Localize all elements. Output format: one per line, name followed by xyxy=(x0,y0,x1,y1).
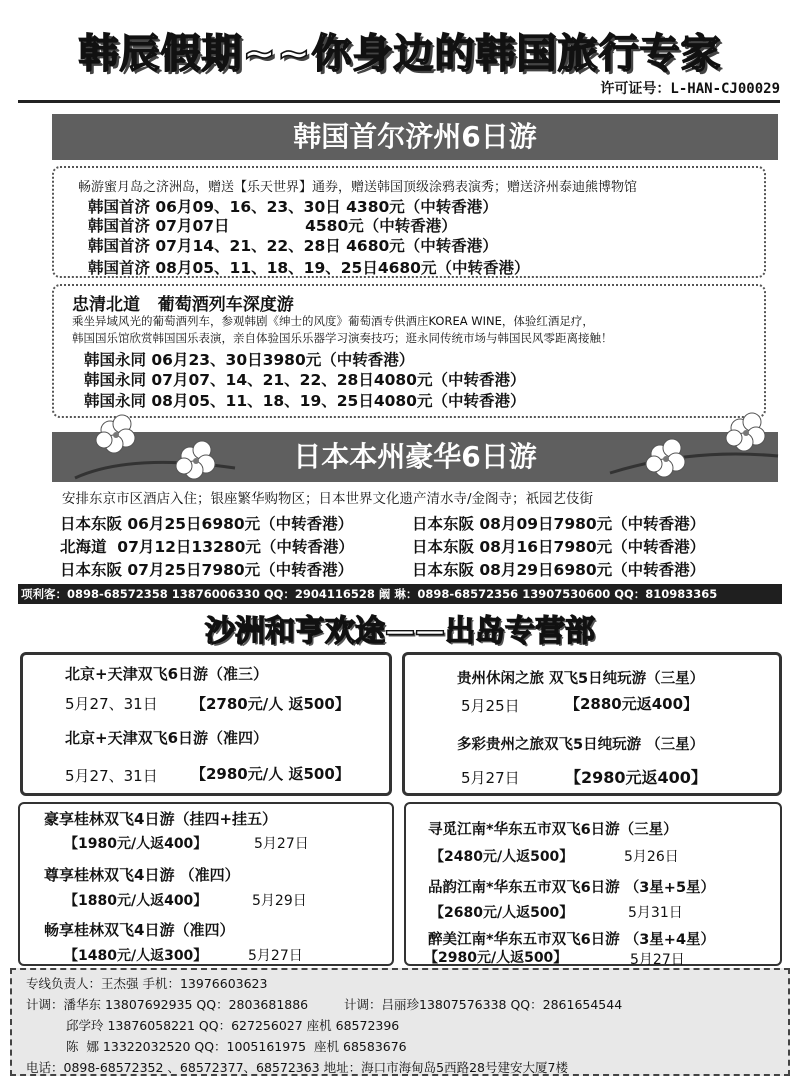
guizhou-title-1: 贵州休闲之旅 双飞5日纯玩游（三星） xyxy=(457,671,705,687)
japan-intro: 安排东京市区酒店入住；银座繁华购物区；日本世界文化遗产清水寺/金阁寺；祇园艺伎街 xyxy=(62,491,594,507)
guilin-price-2: 【1880元/人返400】 xyxy=(64,893,208,909)
footer-contacts xyxy=(10,968,790,1076)
korea-line-2: 韩国首济 07月07日 4580元（中转香港） xyxy=(88,217,457,235)
wine-train-line-2: 韩国永同 07月07、14、21、22、28日4080元（中转香港） xyxy=(84,371,526,389)
jiangnan-title-2: 品韵江南*华东五市双飞6日游 （3星+5星） xyxy=(428,880,716,896)
jiangnan-title-1: 寻觅江南*华东五市双飞6日游（三星） xyxy=(428,822,678,838)
footer-planner-3: 邱学玲 13876058221 QQ：627256027 座机 68572396 xyxy=(66,1018,400,1033)
guilin-date-2: 5月29日 xyxy=(252,893,307,909)
beijing-title-2: 北京+天津双飞6日游（准四） xyxy=(65,729,269,747)
license-number: 许可证号：L-HAN-CJ00029 xyxy=(600,81,780,97)
jiangnan-price-1: 【2480元/人返500】 xyxy=(430,849,574,865)
beijing-date-1: 5月27、31日 xyxy=(65,695,158,713)
guilin-title-2: 尊享桂林双飞4日游 （准四） xyxy=(44,866,240,884)
cherry-blossom-icon xyxy=(70,408,240,488)
japan-right-1: 日本东阪 08月09日7980元（中转香港） xyxy=(412,515,706,533)
footer-address: 电话：0898-68572352 、68572377、68572363 地址：海口市海甸岛5西路28号建安大厦7楼 xyxy=(26,1060,568,1075)
jiangnan-date-1: 5月26日 xyxy=(624,849,679,865)
wine-train-desc-2: 韩国国乐馆欣赏韩国国乐表演，亲自体验国乐乐器学习演奏技巧；逛永同传统市场与韩国民风零距离接触！ xyxy=(72,331,613,345)
wine-train-title: 忠清北道 葡萄酒列车深度游 xyxy=(72,295,294,315)
guizhou-price-2: 【2980元返400】 xyxy=(565,768,707,787)
beijing-price-1: 【2780元/人 返500】 xyxy=(191,695,350,713)
beijing-price-2: 【2980元/人 返500】 xyxy=(191,765,350,783)
wine-train-line-1: 韩国永同 06月23、30日3980元（中转香港） xyxy=(84,351,415,369)
korea-banner: 韩国首尔济州6日游 xyxy=(52,114,778,160)
guilin-title-3: 畅享桂林双飞4日游（准四） xyxy=(44,921,235,939)
jiangnan-title-3: 醉美江南*华东五市双飞6日游 （3星+4星） xyxy=(428,932,716,948)
japan-left-2: 北海道 07月12日13280元（中转香港） xyxy=(60,538,354,556)
footer-manager: 专线负责人：王杰强 手机：13976603623 xyxy=(26,976,268,991)
guizhou-box xyxy=(402,652,782,796)
guilin-price-1: 【1980元/人返400】 xyxy=(64,836,208,852)
guilin-price-3: 【1480元/人返300】 xyxy=(64,948,208,964)
footer-planner-1: 计调：潘华东 13807692935 QQ：2803681886 xyxy=(26,997,309,1012)
wine-train-box xyxy=(52,284,766,418)
guilin-date-1: 5月27日 xyxy=(254,836,309,852)
guilin-box xyxy=(18,802,394,966)
jiangnan-box xyxy=(404,802,782,966)
jiangnan-price-2: 【2680元/人返500】 xyxy=(430,905,574,921)
japan-banner: 日本本州豪华6日游 xyxy=(52,432,778,482)
korea-line-1: 韩国首济 06月09、16、23、30日 4380元（中转香港） xyxy=(88,198,498,216)
korea-intro: 畅游蜜月岛之济洲岛，赠送【乐天世界】通券，赠送韩国顶级涂鸦表演秀；赠送济州泰迪熊博物馆 xyxy=(78,180,638,195)
japan-right-3: 日本东阪 08月29日6980元（中转香港） xyxy=(412,561,706,579)
shazhou-headline: 沙洲和亨欢途——出岛专营部 xyxy=(205,614,595,649)
guilin-date-3: 5月27日 xyxy=(248,948,303,964)
jiangnan-date-3: 5月27日 xyxy=(630,952,685,968)
korea-line-4: 韩国首济 08月05、11、18、19、25日4680元（中转香港） xyxy=(88,259,530,277)
japan-left-1: 日本东阪 06月25日6980元（中转香港） xyxy=(60,515,354,533)
jiangnan-date-2: 5月31日 xyxy=(628,905,683,921)
guizhou-date-1: 5月25日 xyxy=(461,697,520,715)
contact-bar: 项利客：0898-68572358 13876006330 QQ：2904116528 阚 琳：0898-68572356 13907530600 QQ：810983365 xyxy=(18,584,782,604)
wine-train-desc-1: 乘坐异域风光的葡萄酒列车，参观韩剧《绅士的风度》葡萄酒专供酒庄KOREA WINE，体验红酒足疗， xyxy=(72,314,594,328)
cherry-blossom-icon-right xyxy=(600,408,780,488)
guizhou-title-2: 多彩贵州之旅双飞5日纯玩游 （三星） xyxy=(457,737,705,753)
beijing-date-2: 5月27、31日 xyxy=(65,767,158,785)
header-divider xyxy=(18,100,780,103)
japan-left-3: 日本东阪 07月25日7980元（中转香港） xyxy=(60,561,354,579)
guilin-title-1: 豪享桂林双飞4日游（挂四+挂五） xyxy=(44,810,278,828)
japan-right-2: 日本东阪 08月16日7980元（中转香港） xyxy=(412,538,706,556)
guizhou-date-2: 5月27日 xyxy=(461,769,520,787)
agency-headline: 韩辰假期~~你身边的韩国旅行专家 xyxy=(78,31,722,77)
korea-box xyxy=(52,166,766,278)
beijing-box xyxy=(20,652,392,796)
footer-planner-4: 陈 娜 13322032520 QQ：1005161975 座机 68583676 xyxy=(66,1039,407,1054)
guizhou-price-1: 【2880元返400】 xyxy=(565,695,699,713)
jiangnan-price-3: 【2980元/人返500】 xyxy=(424,950,568,966)
footer-row-2 xyxy=(26,994,774,1015)
korea-line-3: 韩国首济 07月14、21、22、28日 4680元（中转香港） xyxy=(88,237,498,255)
footer-planner-2: 计调：吕丽珍13807576338 QQ：2861654544 xyxy=(344,997,623,1012)
wine-train-line-3: 韩国永同 08月05、11、18、19、25日4080元（中转香港） xyxy=(84,392,526,410)
beijing-title-1: 北京+天津双飞6日游（准三） xyxy=(65,665,269,683)
